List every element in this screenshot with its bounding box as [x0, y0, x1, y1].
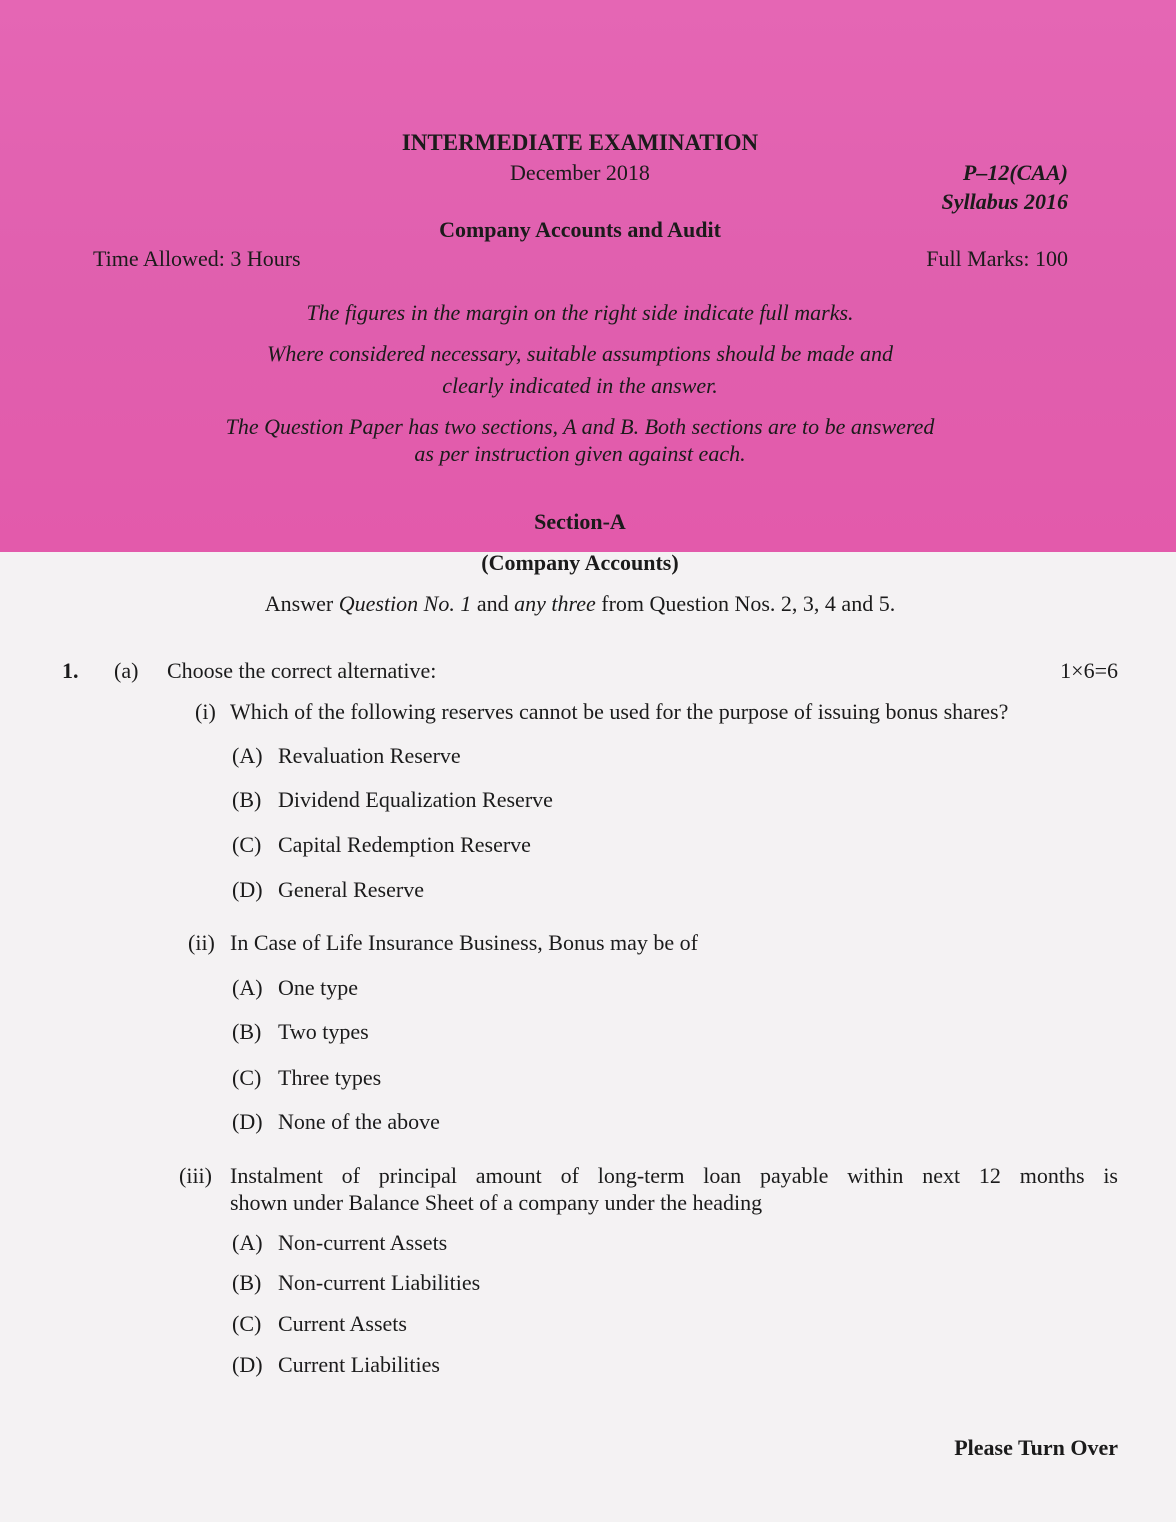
- question-part: (a): [114, 658, 139, 683]
- option-item: (A) Non-current Assets: [232, 1230, 448, 1255]
- paper-code: P–12(CAA): [962, 160, 1068, 185]
- option-item: (C) Capital Redemption Reserve: [232, 832, 531, 857]
- sub-question-number: (i): [195, 699, 216, 724]
- question-prompt: Choose the correct alternative:: [167, 658, 437, 683]
- option-item: (A) Revaluation Reserve: [232, 743, 461, 768]
- instruction-assumptions-2: clearly indicated in the answer.: [442, 373, 718, 398]
- option-item: (D) None of the above: [232, 1109, 440, 1134]
- exam-session: December 2018: [510, 160, 650, 185]
- option-item: (B) Two types: [232, 1019, 369, 1044]
- time-allowed: Time Allowed: 3 Hours: [93, 246, 301, 271]
- instruction-sections-1: The Question Paper has two sections, A and B. Both sections are to be answered: [225, 414, 935, 439]
- option-item: (D) Current Liabilities: [232, 1352, 440, 1377]
- sub-question-text: In Case of Life Insurance Business, Bonus may be of: [230, 930, 699, 955]
- option-item: (B) Dividend Equalization Reserve: [232, 787, 553, 812]
- question-number: 1.: [62, 658, 79, 683]
- option-item: (C) Three types: [232, 1065, 382, 1090]
- instruction-assumptions-1: Where considered necessary, suitable assumptions should be made and: [267, 341, 893, 366]
- answer-instruction: Answer Question No. 1 and any three from Question Nos. 2, 3, 4 and 5.: [264, 591, 896, 616]
- sub-question-number: (iii): [179, 1163, 212, 1188]
- syllabus: Syllabus 2016: [941, 189, 1068, 214]
- exam-title: INTERMEDIATE EXAMINATION: [401, 130, 759, 155]
- subject-title: Company Accounts and Audit: [439, 217, 721, 242]
- option-item: (B) Non-current Liabilities: [232, 1270, 481, 1295]
- sub-question-text: Instalment of principal amount of long-term loan payable within next 12 months is: [230, 1163, 1118, 1188]
- full-marks: Full Marks: 100: [926, 246, 1068, 271]
- instruction-sections-2: as per instruction given against each.: [414, 441, 746, 466]
- option-item: (C) Current Assets: [232, 1311, 407, 1336]
- sub-question-text: Which of the following reserves cannot be used for the purpose of issuing bonus shares?: [230, 699, 1009, 724]
- instruction-marks: The figures in the margin on the right side indicate full marks.: [306, 300, 854, 325]
- turn-over-note: Please Turn Over: [954, 1435, 1118, 1460]
- option-item: (D) General Reserve: [232, 877, 424, 902]
- question-marks: 1×6=6: [1060, 658, 1118, 683]
- sub-question-text-continued: shown under Balance Sheet of a company under the heading: [230, 1190, 763, 1215]
- section-title: Section-A: [534, 509, 626, 534]
- section-subtitle: (Company Accounts): [481, 550, 679, 575]
- option-item: (A) One type: [232, 975, 359, 1000]
- sub-question-number: (ii): [188, 930, 215, 955]
